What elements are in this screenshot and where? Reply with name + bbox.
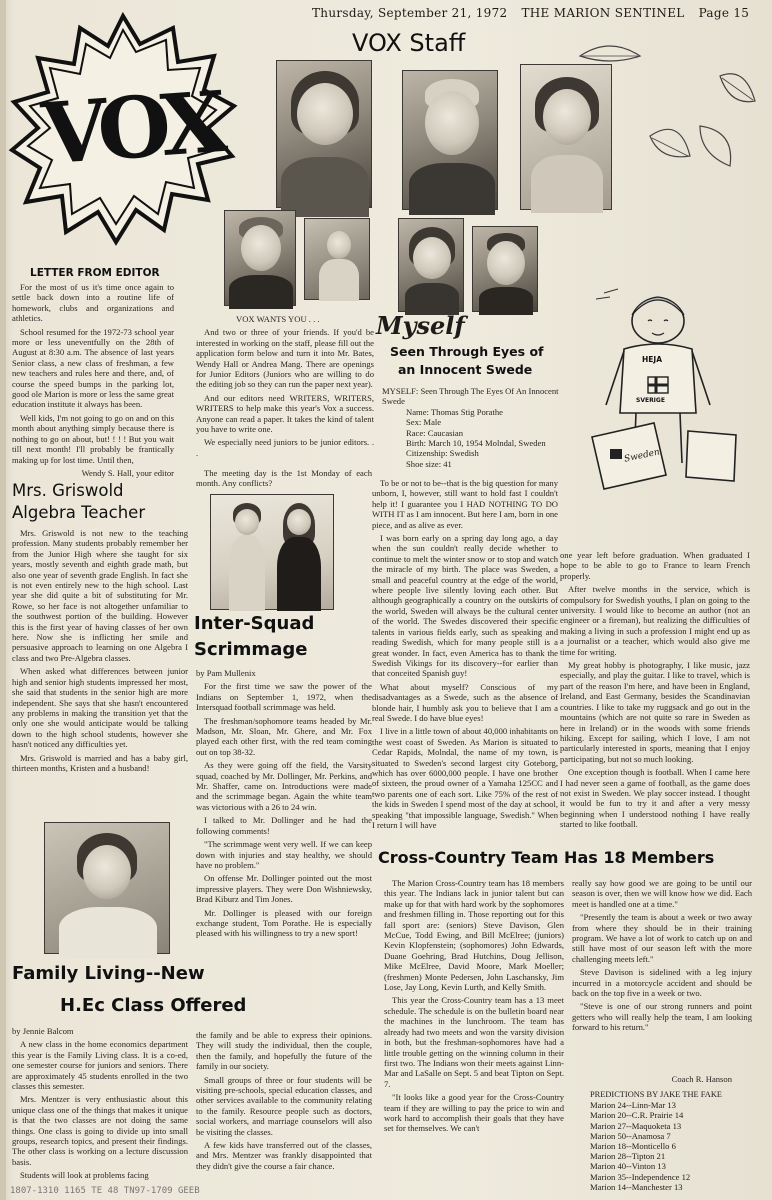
- scrimmage-paragraph: "The scrimmage went very well. If we can keep down with injuries and stay healthy, we should have no problem.": [196, 839, 372, 870]
- vox-wants-paragraph: We especially need juniors to be junior editors. . .: [196, 437, 374, 458]
- cross-country-paragraph: "Presently the team is about a week or two away from where they should be in their training program. We have a lot of work to catch up on and still have most of our season left with the more challenging meets left.": [572, 912, 752, 964]
- predictions-box: [590, 1090, 760, 1194]
- staff-photo-7: [472, 226, 538, 312]
- letter-paragraph: School resumed for the 1972-73 school year more or less uneventfully on the 28th of August at 8:30 a.m. The absence of last years Senior class, a new class of freshman, a few new teachers and rules here and there, and, of course the speed bumps in the parking lot, good ole Marion is more or less the same great education institute it always has been.: [12, 326, 174, 410]
- staff-photo-5: [304, 218, 370, 300]
- myself-paragraph: One exception though is football. When I came here I had never seen a game of football, as the game does not exist in Sweden. We play soccer instead. I thought it would be fun to try it and after a very messy beginning when I understood nothing I have really started to like football.: [560, 767, 750, 830]
- prediction-item: Marion 35--Independence 12: [590, 1171, 691, 1182]
- myself-info-line: Birth: March 10, 1954 Molndal, Sweden: [406, 438, 546, 449]
- scrimmage-paragraph: Mr. Dollinger is pleased with our foreign exchange student, Tom Porathe. He is especially pleased with his willingness to try a new sport!: [196, 907, 372, 939]
- predictions-title: PREDICTIONS BY JAKE THE FAKE: [590, 1090, 722, 1099]
- griswold-title-1: Mrs. Griswold: [12, 481, 124, 500]
- staff-photo-3: [520, 64, 612, 210]
- cross-country-paragraph: Steve Davison is sidelined with a leg injury incurred in a motorcycle accident and should be back on the top five in a week or two.: [572, 967, 752, 999]
- prediction-item: Marion 28--Tipton 21: [590, 1151, 666, 1162]
- myself-paragraph: What about myself? Conscious of my disadvantages as a Swede, such as the absence of blonde hair, I humbly ask you to believe that I am a real Swede. I do have blue eyes!: [372, 681, 558, 723]
- scrimmage-body: [196, 668, 372, 948]
- prediction-item: Marion 40--Vinton 13: [590, 1161, 666, 1172]
- page-binding: [0, 0, 6, 1200]
- scrimmage-title-1: Inter-Squad: [194, 613, 315, 634]
- doodle-suitcase-text: Sweden: [623, 447, 661, 465]
- myself-column-1: [372, 478, 558, 838]
- vox-logo-text: VOX: [38, 72, 222, 184]
- scrimmage-paragraph: The freshman/sophomore teams headed by Mr. Madson, Mr. Sloan, Mr. Ghere, and Mr. Fox played each other first, with the red team coming out on top 38-32.: [196, 715, 372, 757]
- family-living-byline: by Jennie Balcom: [12, 1026, 74, 1036]
- prediction-item: Marion 50--Anamosa 7: [590, 1130, 671, 1141]
- myself-paragraph: After twelve months in the service, which is compulsory for Swedish youths, I plan on going to the university. I would like to become an author (not an engineer or a fireman), but realizing the difficulties of making a living in such a profession I might end up as a journalist or a teacher, which would also give me time for writing.: [560, 584, 750, 657]
- griswold-photo: [44, 822, 170, 954]
- family-living-paragraph: A few kids have transferred out of the classes, and Mrs. Mentzer was frankly disappointed that they didn't give the course a fair chance.: [196, 1140, 372, 1171]
- masthead-paper: THE MARION SENTINEL: [521, 6, 685, 20]
- family-living-paragraph: the family and be able to express their opinions. They will study the individual, then the couple, then the family, and hopefully the future of the family in our society.: [196, 1030, 372, 1072]
- staff-photo-4: [224, 210, 296, 306]
- staff-photo-2: [402, 70, 498, 210]
- griswold-paragraph: Mrs. Griswold is married and has a baby girl, thirteen months, Kristen and a husband!: [12, 752, 188, 773]
- meeting-note: [196, 468, 372, 492]
- myself-paragraph: one year left before graduation. When graduated I hope to be able to go to France to learn French properly.: [560, 550, 750, 581]
- cross-country-paragraph: The Marion Cross-Country team has 18 members this year. The Indians lack in junior talent but can make up for that with hard work by the sophomores and freshmen filling in. Those reporting out for this fall sport are: (seniors) Steve Davison, Glen McCue, Todd Ewing, and Bill McElree; (juniors) Kevin Klopfenstein; (sophomores) John Edwards, Duane Goehring, Brad Hutchins, Doug Jellison, Mike McElree, David Moore, Mark Moeller; (freshmen) Monte Pedersen, John Laschansky, Jim Lose, Jay Long, Kevin Lurth, and Kelly Smith.: [384, 878, 564, 993]
- cross-country-paragraph: "Steve is one of our strong runners and point getters who will really help the team, I am looking forward to his return.": [572, 1001, 752, 1033]
- letter-paragraph: For the most of us it's time once again to settle back down into a routine life of homework, clubs and organizations and athletics.: [12, 282, 174, 324]
- griswold-paragraph: When asked what differences between junior high and senior high students impressed her most, she said that students in the senior high are more independent. She says that she hasn't encountered any problems in making the transition yet that the only one she would anticipate would be talking down to the high school students, however she hasn't noticed any difficulties yet.: [12, 666, 188, 750]
- staff-photo-1: [276, 60, 372, 208]
- family-living-paragraph: A new class in the home economics department this year is the Family Living class. It is a co-ed, one semester course for juniors and seniors. There are approximately 45 students enrolled in the two classes this semester.: [12, 1039, 188, 1092]
- doodle-shirt-text: HEJA: [642, 355, 662, 364]
- vox-wants-paragraph: And our editors need WRITERS, WRITERS, WRITERS to help make this year's Vox a success. Anyone can read a paper. It takes the kind of talent you have to write one.: [196, 392, 374, 435]
- masthead-date: Thursday, September 21, 1972: [312, 6, 508, 20]
- myself-paragraph: I live in a little town of about 40,000 inhabitants on the west coast of Sweden. As Marion is situated to Cedar Rapids, Molndal, the name of my town, is situated to Sweden's second largest city Goteborg, which has over 6000,000 people. I have one brother of sixteen, the proud owner of a Yamaha 125CC and two parents one of each sort. Like 75% of the rest of the kids in Sweden I spend most of the day at school, speaking "that impossible language, Swedish." When I return I will have: [372, 726, 558, 830]
- staff-photo-6: [398, 218, 464, 312]
- myself-column-2: [560, 550, 750, 840]
- prediction-item: Marion 20--C.R. Prairie 14: [590, 1110, 684, 1121]
- vox-wants-body: [196, 314, 374, 464]
- myself-paragraph: To be or not to be--that is the big question for many unborn, I, however, still want to hold fast I couldn't help it! I guarantee you I HAD NOTHING TO DO WITH IT as I am innocent. But here I am, born in one piece, and as alive as ever.: [372, 478, 558, 530]
- family-living-column-1: [12, 1026, 188, 1186]
- vox-logo: [8, 10, 238, 248]
- scrimmage-photo: [210, 494, 334, 610]
- cross-country-title: Cross-Country Team Has 18 Members: [378, 848, 715, 867]
- family-living-paragraph: Students will look at problems facing: [20, 1170, 149, 1181]
- doodle-shirt-text-2: SVERIGE: [636, 397, 665, 404]
- scrimmage-title-2: Scrimmage: [194, 639, 308, 660]
- scrimmage-paragraph: I talked to Mr. Dollinger and he had the following comments!: [196, 815, 372, 836]
- vox-staff-title: VOX Staff: [352, 29, 466, 57]
- griswold-body: [12, 528, 188, 814]
- prediction-item: Marion 24--Linn-Mar 13: [590, 1100, 676, 1111]
- scrimmage-byline: by Pam Mullenix: [196, 668, 256, 678]
- cross-country-column-2: [572, 878, 752, 1074]
- bottom-bleed-text: 1807-1310 1165 TE 48 TN97-1709 GEEB: [10, 1186, 200, 1196]
- prediction-item: Marion 14--Manchester 13: [590, 1181, 683, 1192]
- myself-info-line: Race: Caucasian: [406, 427, 464, 438]
- family-living-title-2: H.Ec Class Offered: [60, 995, 247, 1016]
- family-living-paragraph: Mrs. Mentzer is very enthusiastic about this unique class one of the things that makes it unique is that the two classes are not doing the same things. One class is going to divide up into small groups, research topics, and present their findings. The other class is working on a lecture discussion basis.: [12, 1094, 188, 1167]
- myself-subtitle-1: Seen Through Eyes of: [390, 344, 544, 359]
- griswold-title-2: Algebra Teacher: [12, 503, 146, 522]
- scrimmage-paragraph: For the first time we saw the power of the Indians on September 1, 1972, when the Intersquad football scrimmage was held.: [196, 681, 372, 713]
- traveler-doodle-icon: [584, 285, 754, 510]
- vox-wants-paragraph: And two or three of your friends. If you'd be interested in working on the staff, please fill out the application form below and turn it into Mr. Bates, Wendy Hall or Andrea Mang. There are openings for Junior Editors (Juniors who are willing to do the editing job so they can run the paper next year).: [196, 327, 374, 390]
- prediction-item: Marion 18--Monticello 6: [590, 1141, 676, 1152]
- myself-info-line: Citizenship: Swedish: [406, 448, 479, 459]
- family-living-paragraph: Small groups of three or four students will be visiting pre-schools, special education classes, and other services available to the community relating to the family. Resource people such as doctors, social workers, and marriage counselors will also be visiting the classes.: [196, 1074, 372, 1137]
- vox-wants-title: VOX WANTS YOU . . .: [236, 314, 320, 324]
- myself-info-line: Sex: Male: [406, 417, 442, 428]
- cross-country-paragraph: "It looks like a good year for the Cross-Country team if they are willing to pay the price to win and work hard to accomplish their goals that they have set for themselves. We can't: [384, 1092, 564, 1134]
- coach-line: [572, 1074, 752, 1086]
- myself-paragraph: My great hobby is photography, I like music, jazz especially, and play the guitar. I like to travel, which is part of the reason I'm here, and have been in England, Ireland, and East Germany, besides the Scandinavian countries. I like to take my ruggsack and go out in the mountains (which are not quite so rare in Sweden as here in Ireland) or in the woods with some friends hiking. Except for sailing, which I love, I am not particularly interested in sports, meaning that I enjoy participating, but not so much looking.: [560, 660, 750, 764]
- griswold-paragraph: Mrs. Griswold is not new to the teaching profession. Many students probably remember her from the Junior High where she taught for six years, mostly seventh and eighth grade math, but also one year of seventh grade English. In fact she is not even entirely new to the high school. Last year she did quite a bit of substituting for Mr. Rowe, so her face is not altogether unfamiliar to the southwest portion of the building. However this is the first year of having classes of her own here. Now she is inflicting her smile and persuasive approach to learning on one Algebra I class and two Pre-Algebra classes.: [12, 528, 188, 663]
- masthead: [312, 6, 762, 24]
- scrimmage-paragraph: On offense Mr. Dollinger pointed out the most impressive players. They were Don Wishniewsky, Brad Kiburz and Tim Jones.: [196, 873, 372, 905]
- prediction-item: Marion 27--Maquoketa 13: [590, 1120, 682, 1131]
- letter-title: LETTER FROM EDITOR: [30, 267, 160, 279]
- letter-paragraph: Well kids, I'm not going to go on and on this month about anything simply because there is nothing to go on about, but! ! ! ! But you wait till next month! I'll probably be frantically making up for lost time. Until then,: [12, 412, 174, 465]
- letter-body: [12, 282, 174, 478]
- myself-info-line: Shoe size: 41: [406, 458, 452, 469]
- family-living-title-1: Family Living--New: [12, 963, 205, 984]
- myself-info-line: Name: Thomas Stig Porathe: [406, 406, 503, 417]
- letter-signature: Wendy S. Hall, your editor: [81, 467, 174, 478]
- cross-country-paragraph: really say how good we are going to be until our season is over, then we will know how we did. Each meet is handled one at a time.": [572, 878, 752, 909]
- myself-paragraph: I was born early on a spring day long ago, a day when the sun couldn't really decide whether to continue to melt the winter snow or to stop and watch the miracle of my birth. The place was Sweden, a small and peaceful country at the edge of the world, where people live silently loving each other. But although geographically a country on the outskirts of the world, Sweden will always be the cultural center of the world. The Swedes discovered their specific talents in various fields early, such as speaking and reading Swedish, which for many people still is a great wonder. In fact, even America has to thank the Swedish Vikings for its discovery--for earlier than that conceited Spanish guy!: [372, 533, 558, 679]
- cross-country-paragraph: This year the Cross-Country team has a 13 meet schedule. The schedule is on the bulletin board near the machines in the lunchroom. The team has already had two meets and won the varsity division in both, but the freshman-sophomores have had a little trouble getting on the winning column in their first two. The Indians won their meets against Linn-Mar and LaSalle on Sept. 5 and beat Tipton on Sept. 7.: [384, 995, 564, 1089]
- coach-signature: Coach R. Hanson: [671, 1074, 732, 1084]
- family-living-column-2: [196, 1030, 372, 1186]
- myself-subtitle-2: an Innocent Swede: [398, 362, 533, 377]
- masthead-page: Page 15: [698, 6, 750, 20]
- swede-doodle: [584, 285, 754, 510]
- meeting-text: The meeting day is the 1st Monday of each month. Any conflicts?: [196, 468, 372, 489]
- scrimmage-paragraph: As they were going off the field, the Varsity squad, coached by Mr. Dollinger, Mr. Perkins, and Mr. Shaffer, came on. Introductions were made and the scrimmage began. Again the white team was victorious with a 26 to 24 win.: [196, 760, 372, 812]
- cross-country-column-1: [384, 878, 564, 1184]
- myself-title: Myself: [376, 311, 465, 340]
- myself-info: [382, 386, 562, 476]
- myself-info-line: MYSELF: Seen Through The Eyes Of An Innocent Swede: [382, 386, 559, 407]
